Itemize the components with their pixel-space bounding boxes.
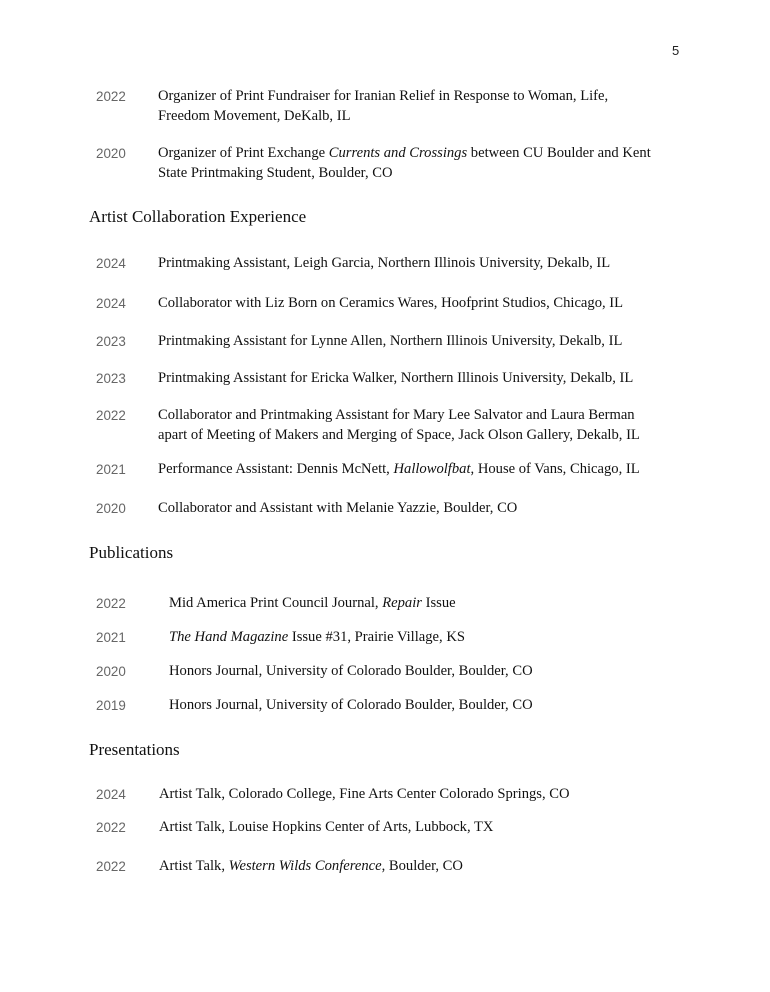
entry-text: Artist Talk, Western Wilds Conference, Boulder, CO (159, 858, 463, 874)
entry-text: Artist Talk, Louise Hopkins Center of Arts, Lubbock, TX (159, 819, 494, 835)
entry-text: Mid America Print Council Journal, Repair Issue (169, 595, 456, 611)
entry-text: Printmaking Assistant for Lynne Allen, Northern Illinois University, Dekalb, IL (158, 333, 623, 349)
entry-text: Printmaking Assistant for Ericka Walker, Northern Illinois University, Dekalb, IL (158, 370, 634, 386)
entry-year: 2024 (96, 296, 126, 311)
entry-year: 2024 (96, 256, 126, 271)
entry-year: 2022 (96, 596, 126, 611)
entry-year: 2021 (96, 630, 126, 645)
page-number: 5 (672, 43, 680, 58)
entry-year: 2022 (96, 859, 126, 874)
section-heading-collaboration: Artist Collaboration Experience (89, 207, 307, 226)
entry-text: Printmaking Assistant, Leigh Garcia, Northern Illinois University, Dekalb, IL (158, 255, 611, 271)
entry-year: 2020 (96, 146, 126, 161)
entry-year: 2020 (96, 501, 126, 516)
entry-text: The Hand Magazine Issue #31, Prairie Village, KS (169, 629, 465, 645)
entry-text: Honors Journal, University of Colorado Boulder, Boulder, CO (169, 663, 533, 679)
entry-text: Organizer of Print Fundraiser for Iranian Relief in Response to Woman, Life, Freedom Movement, DeKalb, IL (158, 88, 609, 124)
entry-year: 2020 (96, 664, 126, 679)
entry-text: Honors Journal, University of Colorado Boulder, Boulder, CO (169, 697, 533, 713)
section-heading-presentations: Presentations (89, 740, 180, 759)
entry-year: 2023 (96, 334, 126, 349)
entry-year: 2022 (96, 408, 126, 423)
entry-text: Artist Talk, Colorado College, Fine Arts Center Colorado Springs, CO (159, 786, 570, 802)
entry-year: 2022 (96, 820, 126, 835)
entry-text: Collaborator with Liz Born on Ceramics Wares, Hoofprint Studios, Chicago, IL (158, 295, 624, 311)
entry-year: 2021 (96, 462, 126, 477)
entry-year: 2019 (96, 698, 126, 713)
entry-text: Performance Assistant: Dennis McNett, Hallowolfbat, House of Vans, Chicago, IL (158, 461, 640, 477)
entry-text: Collaborator and Assistant with Melanie Yazzie, Boulder, CO (158, 500, 518, 516)
entry-text: Organizer of Print Exchange Currents and Crossings between CU Boulder and Kent State Printmaking Student, Boulder, CO (158, 145, 651, 181)
entry-year: 2022 (96, 89, 126, 104)
section-heading-publications: Publications (89, 543, 174, 562)
entry-text: Collaborator and Printmaking Assistant for Mary Lee Salvator and Laura Berman apart of Meeting of Makers and Merging of Space, Jack Olson Gallery, Dekalb, IL (158, 407, 640, 443)
entry-year: 2024 (96, 787, 126, 802)
entry-year: 2023 (96, 371, 126, 386)
